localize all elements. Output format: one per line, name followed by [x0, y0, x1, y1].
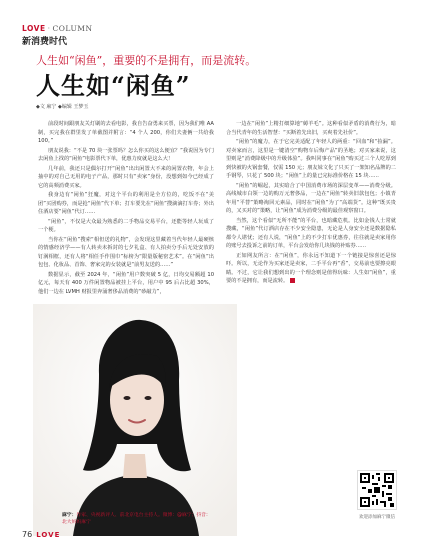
- paragraph: “闲鱼”，不仅是大众最为熟悉的二手物品交易平台，还能等轻人玩成了一个梗。: [38, 218, 214, 233]
- paragraph: 数据显示，截至 2024 年，“闲鱼”用户数突破 5 亿，日均交易额超 10 亿元，每天有 400 万件闲置物品被挂上平台，用户中 95 后占比超 30%，他们一边在 LVMH 财报里奔涌奢侈品消费的“砂敲力”，: [38, 271, 214, 295]
- paragraph: “闲鱼”的崛起，其实暗合了中国消费市场的深层变革——消费分级。高线城市白领一边的购万元奢侈品，一边在“闲鱼”转卖旧款包包；小镇青年用“平替”策略淘回元素品，同时在“闲鱼”为了“高端货”。这种“既买贵的，又买对的”策略，让“闲鱼”成为消费分级的最佳观察窗口。: [226, 182, 396, 214]
- paragraph: 当你在“闲鱼”搜索“相但送的礼物”，会发现这里藏着当代年轻人最硬核的情感经济学——有人转卖未拆封的七夕礼盒、有人拍卖分手后无处安放的钉满相框，还有人将“相任手作围巾”标榜为“限量版秘密艺术”。在“闲鱼”出包包、化妆品、首饰、奢家完的女装就是“前男友送的……”: [38, 236, 214, 268]
- magazine-name: LOVE: [36, 531, 61, 539]
- article-kicker: 人生如“闲鱼”，重要的不是拥有，而是流转。: [36, 54, 257, 67]
- column-header: [22, 24, 93, 47]
- paragraph: 我身边有“闲鱼”狂魔，对这个平台的利用是全方位的，吃饭不在“美团”买团购券，而是抢“闲鱼”代下单；打车要先在“闲鱼”搜滴滴打车券；外出住酒店要“闲鱼”代订……: [38, 192, 214, 215]
- paragraph: 朋友说我：“不是 70 块一张票吗？怎么你买的这么便宜？”我说因为专门去闲鱼上找的“闲鱼”电影票代下单，优惠力度就是这么大！: [38, 147, 214, 162]
- column-tag: [22, 24, 93, 33]
- article-byline: ◆文 麻宁 ◆编辑 王梦玉: [36, 104, 89, 110]
- column-tag-separator: ·: [47, 24, 51, 33]
- author-caption: [62, 512, 212, 526]
- paragraph: 前段时间跟朋友关灯刷的去看电影，我自告奋勇来买票，因为我们唯 AA 制，买完我在群里发了单截图并附言：“4 个人 200，你们夫妻俩一共给我 100。”: [38, 121, 214, 144]
- body-column-right: [226, 120, 396, 298]
- author-name: 麻宁：: [62, 513, 77, 518]
- paragraph: 一边在“闲鱼”上精打细算地“薅羊毛”。这种看似矛盾的消费行为，暗合当代青年的生活智慧：“买断着先出旧，买爽着先社价”。: [226, 121, 396, 136]
- column-tag-love: LOVE: [22, 24, 46, 33]
- paragraph-final: 正如网友所言：在“闲鱼”，你永远不知道下一个链接是惊喜还是惊吓。所以，无论作为买家还是卖家，二手平台再“香”，交易前也要擦亮眼睛。不过，它让我们想到出的一个理念则是值得玩味：人生如“闲鱼”，重要的不是拥有，而是流转。: [226, 252, 396, 284]
- author-bio: 作家、央视新评人、前北京电台主持人。微博：@麻宁；抖音：北大妈妈麻宁: [62, 513, 211, 525]
- qr-code-icon: [357, 470, 397, 510]
- section-name: 新消费时代: [22, 37, 68, 47]
- paragraph: 几年前，我还只是偶尔打开“闲鱼”出出闲置大不来的闲置衣物，年会上抽中的对自己无用的电子产品，那时只有“卖家”身份，没想到如今已经成了它的高频消费买家。: [38, 165, 214, 189]
- qr-caption: 欢迎添加麻宁微信: [359, 515, 395, 520]
- article-title: 人生如“闲鱼”: [36, 71, 191, 100]
- page-number: 76: [22, 530, 33, 539]
- author-photo: [33, 304, 237, 536]
- column-tag-column: COLUMN: [52, 24, 93, 33]
- body-column-left: [38, 120, 214, 310]
- page-footer: [22, 530, 60, 539]
- paragraph: “闲鱼”的魔力，在于它完美适配了年轻人的两重：“回血”和“捡漏”。对卖家而言，这里是一键清空“购物车后悔产品”的圣地；对买家来说，这里则是“消费降级中的升级体验”。我叫同事在“闲鱼”购买过三个人吃厚到到快被的火锅套餐，仅需 150 元；朋友妹文化了只买了一架知名品牌的二手钢琴，只花了 500 块；“闲鱼”上的量已完标准价格在 15 块……: [226, 139, 396, 179]
- paragraph: 当然，这个看似“无所不能”的平台，也暗藏危机。比如金钱人士常就搜藏，“闲鱼”代订酒店存在不少安全隐患，无论是人身安全还是数据隐私都令人堪忧；还有人说，“闲鱼”上的不少打车优惠券，往往就是卖家用你的账号去投诉之前的订单，平台会发给你几块钱的补贴券……: [226, 217, 396, 249]
